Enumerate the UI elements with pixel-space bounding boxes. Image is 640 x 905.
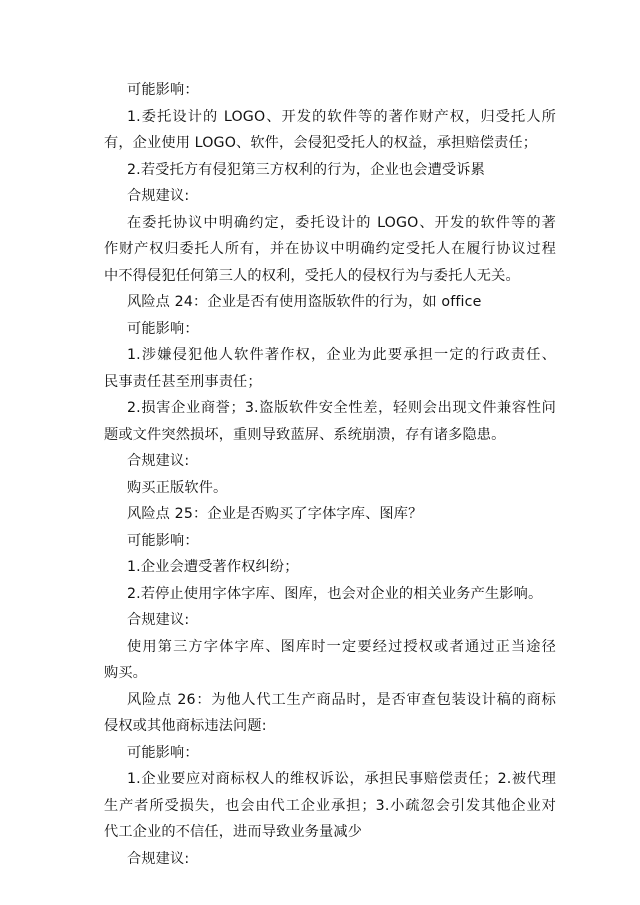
paragraph-line: 民事责任甚至刑事责任；	[104, 373, 262, 390]
risk-point-heading: 风险点 24：企业是否有使用盗版软件的行为，如 office	[127, 294, 482, 310]
paragraph-line: 生产者所受损失，也会由代工企业承担；3.小疏忽会引发其他企业对	[104, 797, 556, 814]
risk-point-heading: 风险点 26：为他人代工生产商品时，是否审查包装设计稿的商标	[127, 691, 556, 708]
paragraph-line: 1.企业会遭受著作权纠纷；	[127, 559, 299, 575]
paragraph-line: 代工企业的不信任，进而导致业务量减少	[104, 824, 363, 840]
heading-possible-impact: 可能影响：	[127, 532, 199, 549]
paragraph-line: 2.若停止使用字体字库、图库，也会对企业的相关业务产生影响。	[127, 585, 543, 602]
paragraph-line: 1.涉嫌侵犯他人软件著作权，企业为此要承担一定的行政责任、	[127, 347, 556, 363]
paragraph-line: 作财产权归委托人所有，并在协议中明确约定受托人在履行协议过程	[104, 241, 556, 257]
risk-point-heading-continued: 侵权或其他商标违法问题:	[104, 718, 267, 734]
heading-compliance-advice: 合规建议:	[127, 850, 190, 867]
paragraph-line: 1.委托设计的 LOGO、开发的软件等的著作财产权，归受托人所	[127, 108, 556, 125]
paragraph-line: 购买。	[104, 665, 148, 681]
paragraph-line: 中不得侵犯任何第三人的权利，受托人的侵权行为与委托人无关。	[104, 267, 520, 284]
document-body	[104, 77, 556, 872]
paragraph-line: 题或文件突然损坏，重则导致蓝屏、系统崩溃，存有诸多隐患。	[104, 426, 506, 443]
heading-compliance-advice: 合规建议:	[127, 188, 190, 204]
heading-possible-impact: 可能影响：	[127, 744, 199, 761]
heading-compliance-advice: 合规建议:	[127, 612, 190, 628]
paragraph-line: 有，企业使用 LOGO、软件，会侵犯受托人的权益，承担赔偿责任；	[104, 135, 538, 151]
heading-possible-impact: 可能影响：	[127, 82, 199, 98]
paragraph-line: 在委托协议中明确约定，委托设计的 LOGO、开发的软件等的著	[127, 214, 556, 231]
paragraph-line: 2.若受托方有侵犯第三方权利的行为，企业也会遭受诉累	[127, 161, 485, 178]
paragraph-line: 2.损害企业商誉；3.盗版软件安全性差，轻则会出现文件兼容性问	[127, 400, 556, 416]
paragraph-line: 1.企业要应对商标权人的维权诉讼，承担民事赔偿责任；2.被代理	[127, 771, 556, 787]
paragraph-line: 使用第三方字体字库、图库时一定要经过授权或者通过正当途径	[127, 638, 556, 655]
heading-compliance-advice: 合规建议:	[127, 453, 190, 469]
heading-possible-impact: 可能影响：	[127, 320, 199, 337]
risk-point-heading: 风险点 25：企业是否购买了字体字库、图库？	[127, 506, 423, 522]
paragraph-line: 购买正版软件。	[127, 479, 228, 496]
